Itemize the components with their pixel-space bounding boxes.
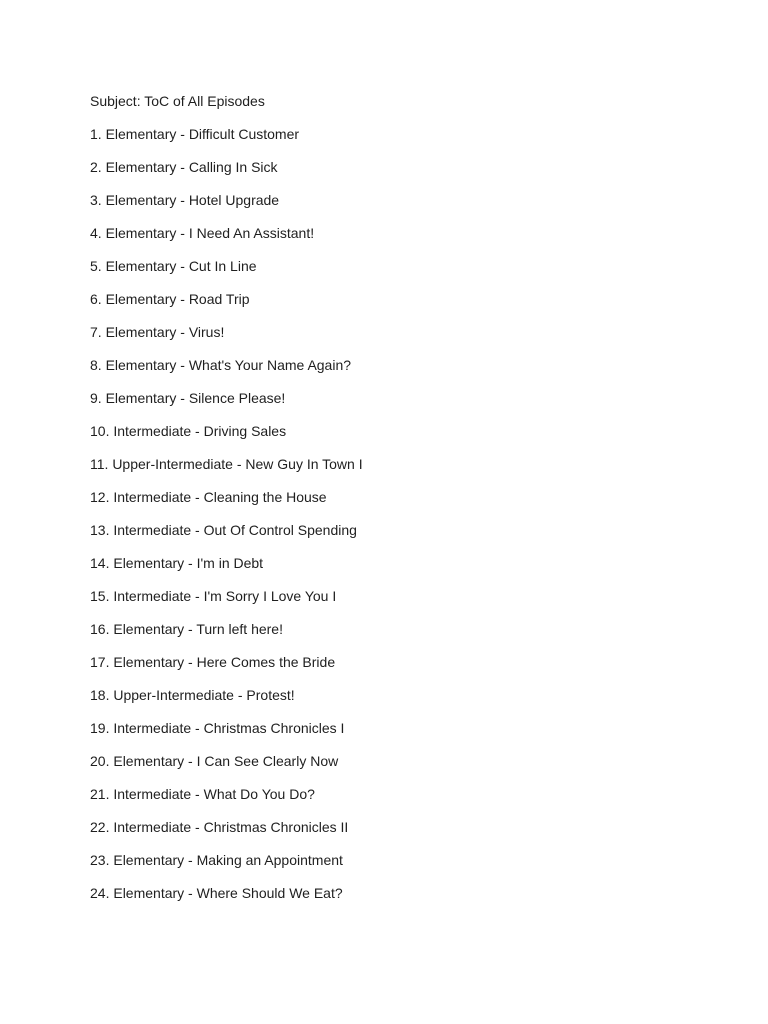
episode-item: 19. Intermediate - Christmas Chronicles I (90, 720, 345, 736)
episode-item: 24. Elementary - Where Should We Eat? (90, 885, 343, 901)
episode-item: 18. Upper-Intermediate - Protest! (90, 687, 295, 703)
episode-item: 8. Elementary - What's Your Name Again? (90, 357, 352, 373)
episode-item: 6. Elementary - Road Trip (90, 291, 250, 307)
episode-item: 7. Elementary - Virus! (90, 324, 225, 340)
episode-item: 22. Intermediate - Christmas Chronicles II (90, 819, 349, 835)
episode-item: 5. Elementary - Cut In Line (90, 258, 257, 274)
episode-item: 14. Elementary - I'm in Debt (90, 555, 264, 571)
episode-item: 20. Elementary - I Can See Clearly Now (90, 753, 339, 769)
episode-item: 2. Elementary - Calling In Sick (90, 159, 278, 175)
episode-item: 13. Intermediate - Out Of Control Spending (90, 522, 357, 538)
episode-item: 3. Elementary - Hotel Upgrade (90, 192, 280, 208)
episode-item: 16. Elementary - Turn left here! (90, 621, 283, 637)
episode-item: 4. Elementary - I Need An Assistant! (90, 225, 315, 241)
episode-item: 10. Intermediate - Driving Sales (90, 423, 287, 439)
episode-item: 12. Intermediate - Cleaning the House (90, 489, 327, 505)
episode-item: 23. Elementary - Making an Appointment (90, 852, 343, 868)
episode-list (90, 125, 710, 917)
episode-item: 21. Intermediate - What Do You Do? (90, 786, 315, 802)
episode-item: 9. Elementary - Silence Please! (90, 390, 286, 406)
document-body (90, 92, 710, 917)
episode-item: 11. Upper-Intermediate - New Guy In Town I (90, 456, 363, 472)
episode-item: 15. Intermediate - I'm Sorry I Love You I (90, 588, 337, 604)
episode-item: 17. Elementary - Here Comes the Bride (90, 654, 336, 670)
subject-line: Subject: ToC of All Episodes (90, 93, 265, 109)
episode-item: 1. Elementary - Difficult Customer (90, 126, 300, 142)
